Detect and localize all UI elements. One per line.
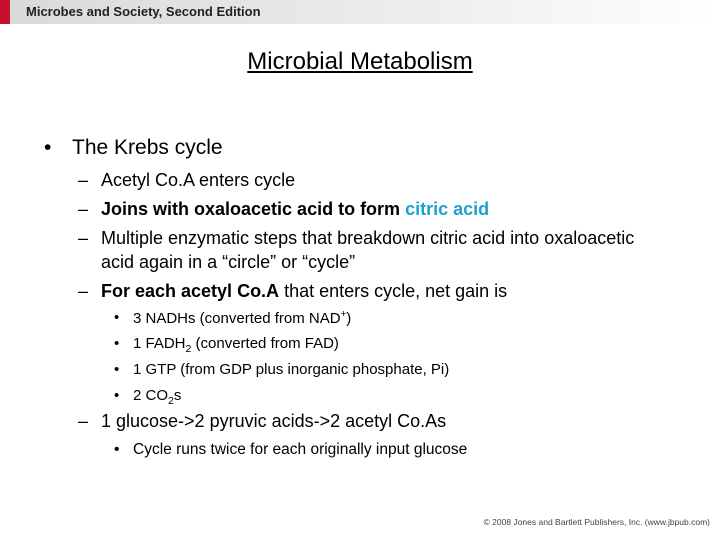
fadh-text: 1 FADH	[133, 335, 186, 352]
bullet-text	[133, 387, 181, 407]
bullet-text: Acetyl Co.A enters cycle	[101, 170, 296, 190]
bullet-text: The Krebs cycle	[72, 136, 223, 159]
nadh-superscript: +	[340, 309, 347, 320]
dot-mark: •	[114, 335, 120, 352]
nadh-close: )	[346, 310, 352, 327]
net-gain-text: that enters cycle, net gain is	[279, 281, 508, 301]
copyright-footer: © 2008 Jones and Bartlett Publishers, Inc. (www.jbpub.com)	[483, 517, 710, 527]
dash-mark: –	[78, 411, 89, 431]
dash-mark: –	[78, 228, 89, 248]
dash-mark: –	[78, 199, 89, 219]
fadh-subscript: 2	[185, 343, 192, 355]
bullet-text	[101, 281, 507, 302]
header-accent-stripe	[0, 0, 10, 24]
each-acetyl-bold: For each acetyl Co.A	[101, 281, 280, 301]
book-title: Microbes and Society, Second Edition	[26, 4, 261, 19]
bullet-text: acid again in a “circle” or “cycle”	[101, 252, 356, 272]
dash-mark: –	[78, 281, 89, 301]
bullet-text: 1 glucose->2 pyruvic acids->2 acetyl Co.As	[101, 411, 447, 431]
dot-mark: •	[114, 387, 120, 404]
dot-mark: •	[114, 361, 120, 378]
dash-mark: –	[78, 170, 89, 190]
co2-rest: s	[173, 387, 182, 404]
co2-text: 2 CO	[133, 387, 169, 404]
dot-mark: •	[114, 441, 120, 458]
bullet-text	[101, 199, 489, 220]
slide-title: Microbial Metabolism	[247, 48, 473, 75]
joins-text: Joins with oxaloacetic acid to form	[101, 199, 406, 219]
bullet-text	[133, 335, 339, 355]
bullet-mark: •	[44, 136, 52, 159]
co2-subscript: 2	[168, 395, 174, 407]
fadh-rest: (converted from FAD)	[191, 335, 339, 352]
bullet-text: Cycle runs twice for each originally input glucose	[133, 441, 468, 458]
nadh-text: 3 NADHs (converted from NAD	[133, 310, 341, 327]
citric-acid-highlight: citric acid	[405, 199, 490, 219]
bullet-text: 1 GTP (from GDP plus inorganic phosphate, Pi)	[133, 361, 450, 378]
bullet-text	[133, 309, 351, 327]
header-bar	[0, 0, 720, 24]
dot-mark: •	[114, 309, 120, 326]
bullet-text: Multiple enzymatic steps that breakdown citric acid into oxaloacetic	[101, 228, 635, 248]
